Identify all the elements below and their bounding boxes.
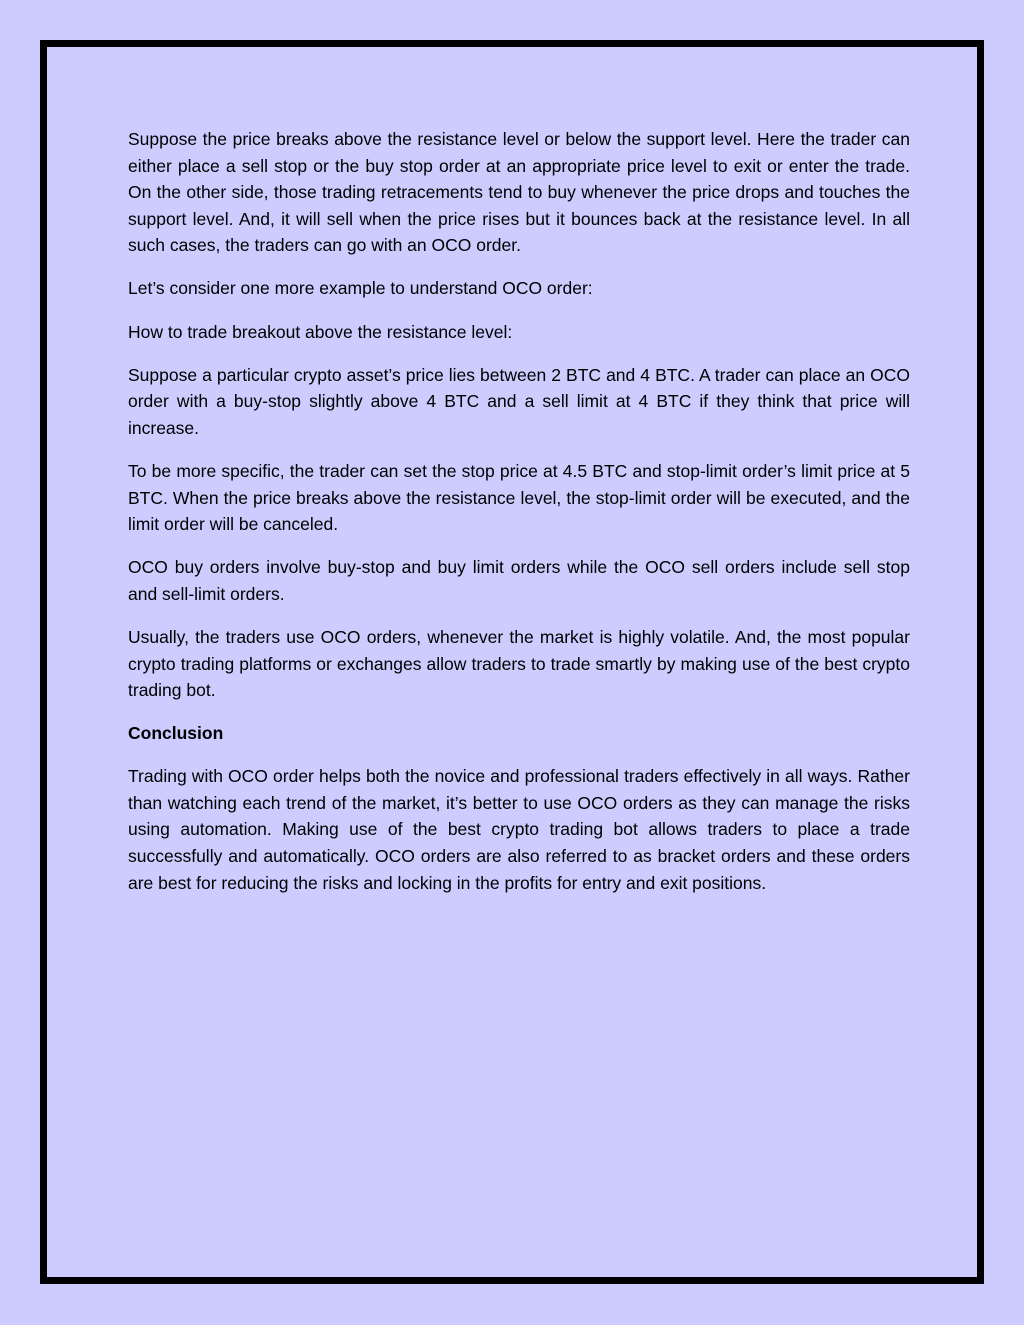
page-frame (40, 40, 984, 1284)
paragraph-price-range-example: Suppose a particular crypto asset’s price lies between 2 BTC and 4 BTC. A trader can place an OCO order with a buy-stop slightly above 4 BTC and a sell limit at 4 BTC if they think that price will increase. (128, 364, 910, 438)
paragraph-example-intro: Let’s consider one more example to understand OCO order: (128, 278, 593, 299)
paragraph-breakout-intro: Suppose the price breaks above the resistance level or below the support level. Here the trader can either place a sell stop or the buy stop order at an appropriate price level to exit or enter the trade. On the other side, those trading retracements tend to buy whenever the price drops and touches the support level. And, it will sell when the price rises but it bounces back at the resistance level. In all such cases, the traders can go with an OCO order. (128, 129, 910, 256)
paragraph-breakout-question: How to trade breakout above the resistance level: (128, 321, 513, 342)
document-body (128, 126, 910, 913)
conclusion-paragraph: Trading with OCO order helps both the novice and professional traders effectively in all ways. Rather than watching each trend of the market, it’s better to use OCO orders as they can manage the risks using automation. Making use of the best crypto trading bot allows traders to place a trade successfully and automatically. OCO orders are also referred to as bracket orders and these orders are best for reducing the risks and locking in the profits for entry and exit positions. (128, 766, 910, 893)
paragraph-volatile-market: Usually, the traders use OCO orders, whenever the market is highly volatile. And, the most popular crypto trading platforms or exchanges allow traders to trade smartly by making use of the best crypto trading bot. (128, 626, 910, 701)
paragraph-specific-example: To be more specific, the trader can set the stop price at 4.5 BTC and stop-limit order’s limit price at 5 BTC. When the price breaks above the resistance level, the stop-limit order will be executed, and the limit order will be canceled. (128, 460, 910, 535)
conclusion-heading: Conclusion (128, 723, 224, 744)
paragraph-oco-order-types: OCO buy orders involve buy-stop and buy limit orders while the OCO sell orders include sell stop and sell-limit orders. (128, 557, 910, 604)
